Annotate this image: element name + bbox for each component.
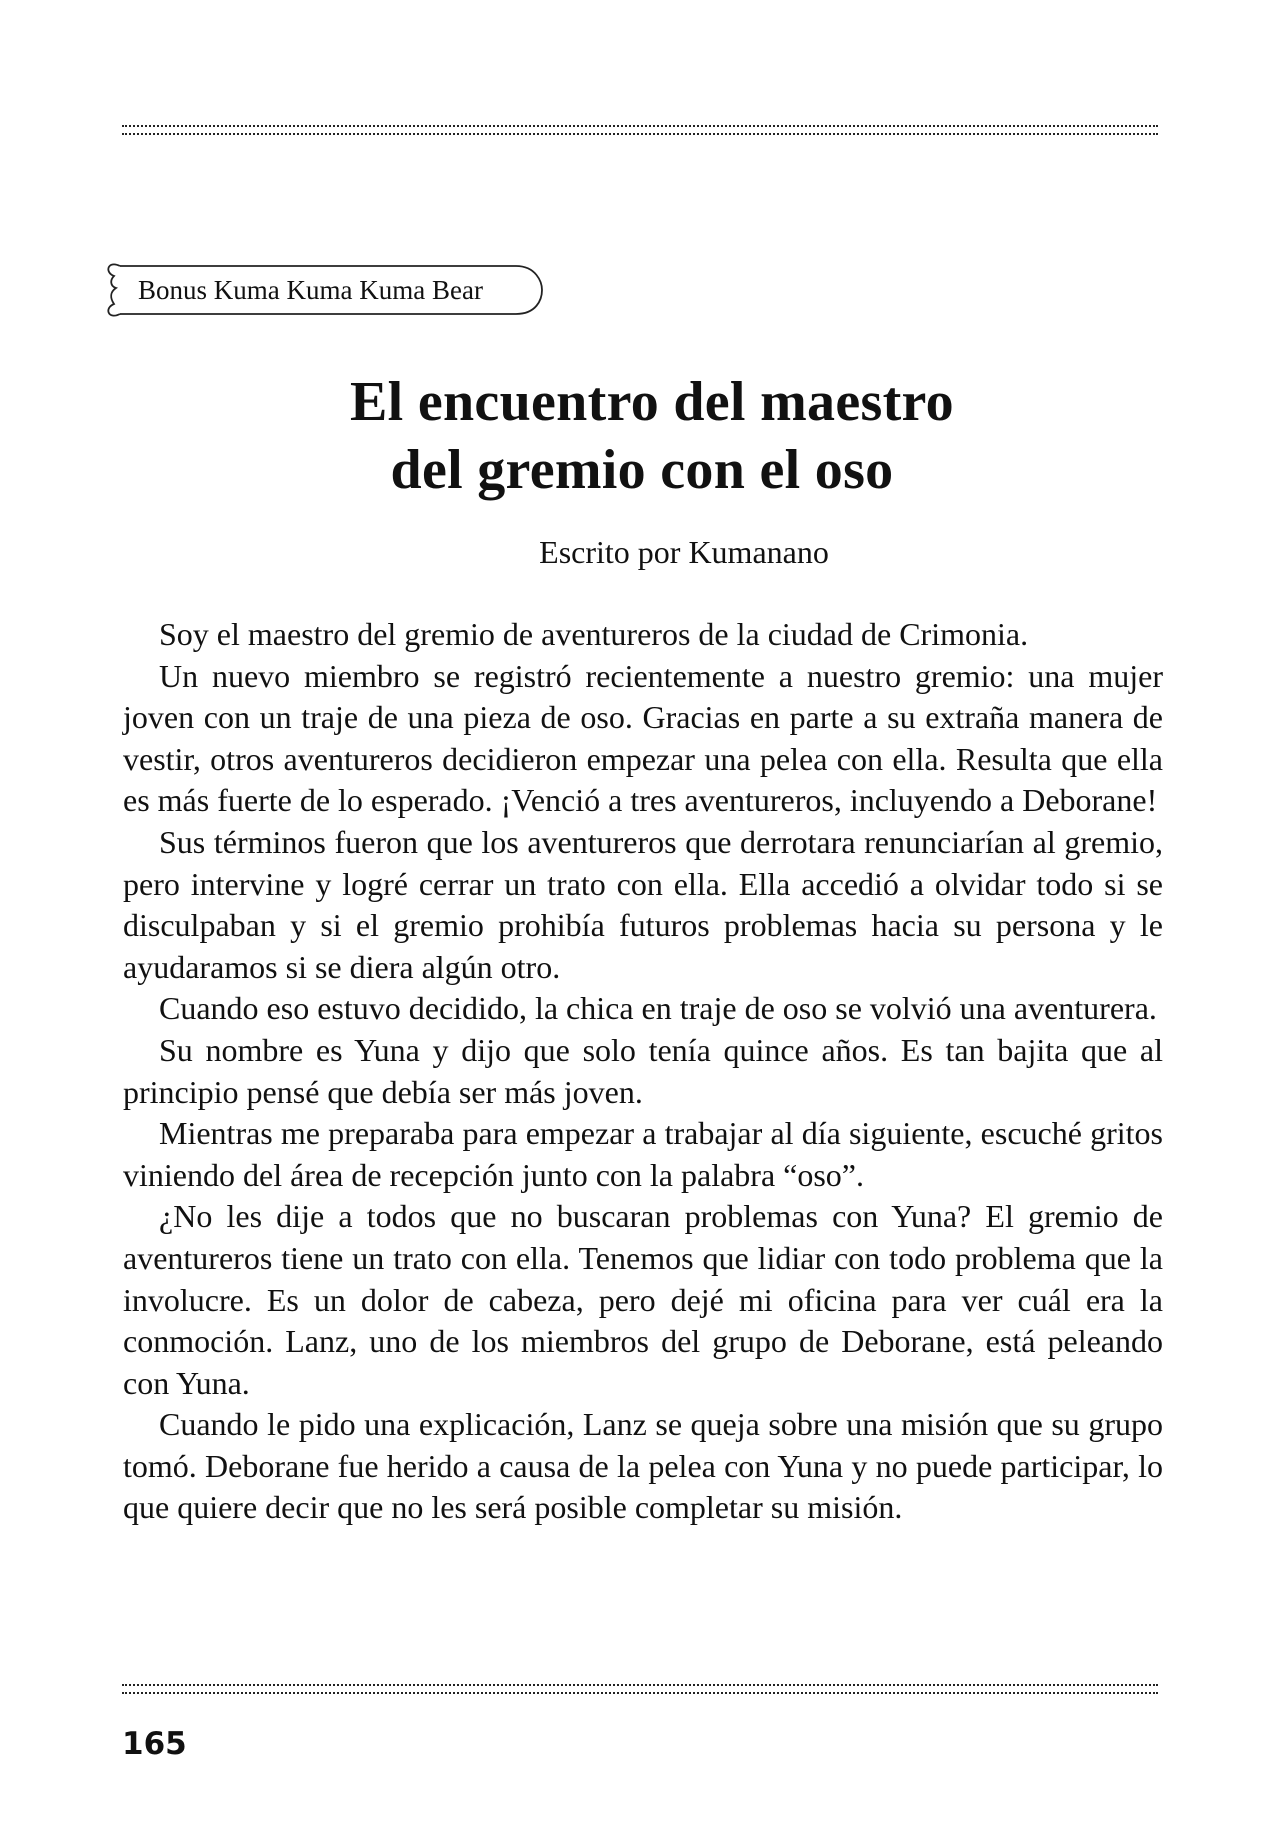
chapter-title-line-1: El encuentro del maestro <box>350 371 954 433</box>
paragraph: Cuando le pido una explicación, Lanz se queja sobre una misión que su grupo tomó. Deborane fue herido a causa de la pelea con Yuna y no puede participar, lo que quiere decir que no les será posible completar su misión. <box>123 1406 1163 1526</box>
page-number: 165 <box>122 1726 187 1762</box>
paragraph: ¿No les dije a todos que no buscaran problemas con Yuna? El gremio de aventureros tiene un trato con ella. Tenemos que lidiar con todo problema que la involucre. Es un dolor de cabeza, pero dejé mi oficina para ver cuál era la conmoción. Lanz, uno de los miembros del grupo de Deborane, está peleando con Yuna. <box>123 1198 1163 1401</box>
series-tag-label: Bonus Kuma Kuma Kuma Bear <box>138 275 483 305</box>
paragraph: Cuando eso estuvo decidido, la chica en traje de oso se volvió una aventurera. <box>159 990 1157 1027</box>
chapter-title-line-2: del gremio con el oso <box>390 439 894 501</box>
body-text <box>123 614 1163 1529</box>
paragraph: Su nombre es Yuna y dijo que solo tenía quince años. Es tan bajita que al principio pensé que debía ser más joven. <box>123 1031 1163 1110</box>
author-byline: Escrito por Kumanano <box>539 534 829 570</box>
paragraph: Soy el maestro del gremio de aventureros de la ciudad de Crimonia. <box>159 616 1029 652</box>
paragraph: Mientras me preparaba para empezar a trabajar al día siguiente, escuché gritos viniendo del área de recepción junto con la palabra “oso”. <box>123 1115 1163 1193</box>
paragraph: Un nuevo miembro se registró recientemente a nuestro gremio: una mujer joven con un traje de una pieza de oso. Gracias en parte a su extraña manera de vestir, otros aventureros decidieron empezar una pelea con ella. Resulta que ella es más fuerte de lo esperado. ¡Venció a tres aventureros, incluyendo a Deborane! <box>123 657 1163 819</box>
series-tag <box>106 258 546 322</box>
top-dotted-rule <box>122 125 1158 139</box>
paragraph: Sus términos fueron que los aventureros que derrotara renunciarían al gremio, pero intervine y logré cerrar un trato con ella. Ella accedió a olvidar todo si se disculpaban y si el gremio prohibía futuros problemas hacia su persona y le ayudaramos si se diera algún otro. <box>123 823 1163 985</box>
bottom-dotted-rule <box>122 1684 1158 1698</box>
chapter-title <box>0 368 1280 504</box>
